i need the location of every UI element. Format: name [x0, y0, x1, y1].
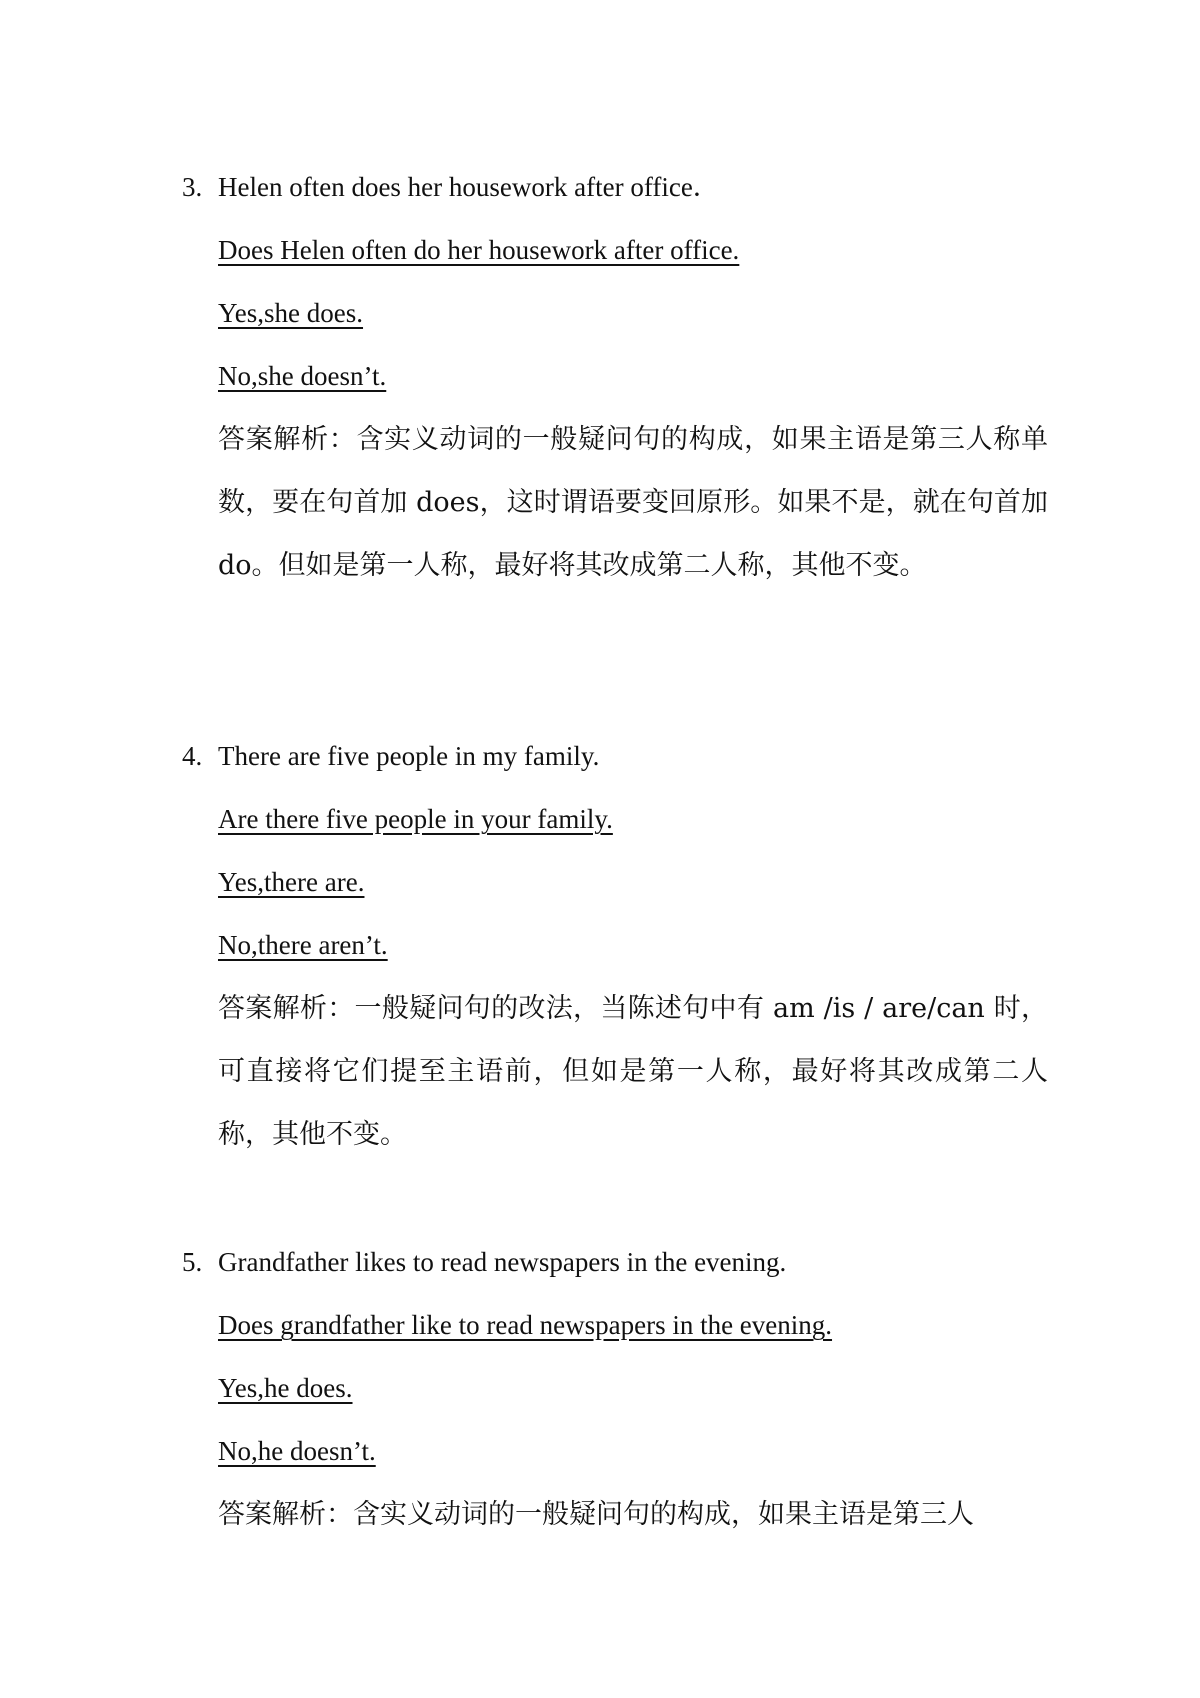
no-answer: No,she doesn’t.	[218, 361, 387, 391]
no-answer-row	[182, 345, 1042, 408]
statement-row	[182, 156, 1042, 219]
question-answer-row	[182, 788, 1042, 851]
yes-answer: Yes,there are.	[218, 867, 365, 897]
yes-answer: Yes,she does.	[218, 298, 364, 328]
yes-answer-row	[182, 282, 1042, 345]
question-answer-row	[182, 1294, 1042, 1357]
yes-answer-row	[182, 851, 1042, 914]
explanation-text: 答案解析：含实义动词的一般疑问句的构成，如果主语是第三人称单数，要在句首加 does，这时谓语要变回原形。如果不是，就在句首加 do。但如是第一人称，最好将其改成第二人称，其他不变。	[218, 424, 1048, 581]
yes-answer: Yes,he does.	[218, 1373, 353, 1403]
no-answer: No,he doesn’t.	[218, 1436, 376, 1466]
statement-row	[182, 725, 1042, 788]
statement-text: Grandfather likes to read newspapers in the evening.	[218, 1247, 787, 1277]
exercise-item	[182, 1231, 1042, 1546]
statement-text: Helen often does her housework after office．	[218, 172, 720, 202]
explanation-text: 答案解析：含实义动词的一般疑问句的构成，如果主语是第三人	[218, 1499, 974, 1530]
no-answer: No,there aren’t.	[218, 930, 388, 960]
question-answer: Does Helen often do her housework after office.	[218, 235, 740, 265]
question-answer-row	[182, 219, 1042, 282]
exercise-item	[182, 725, 1048, 1166]
question-answer: Are there five people in your family.	[218, 804, 613, 834]
item-number: 3.	[182, 172, 203, 202]
item-number: 4.	[182, 741, 203, 771]
item-number: 5.	[182, 1247, 203, 1277]
no-answer-row	[182, 1420, 1042, 1483]
statement-text: There are five people in my family.	[218, 741, 600, 771]
statement-row	[182, 1231, 1042, 1294]
yes-answer-row	[182, 1357, 1042, 1420]
question-answer: Does grandfather like to read newspapers in the evening.	[218, 1310, 833, 1340]
explanation-text: 答案解析：一般疑问句的改法，当陈述句中有 am /is / are/can 时，可直接将它们提至主语前，但如是第一人称，最好将其改成第二人称，其他不变。	[218, 993, 1048, 1150]
exercise-item	[182, 156, 1048, 597]
no-answer-row	[182, 914, 1042, 977]
